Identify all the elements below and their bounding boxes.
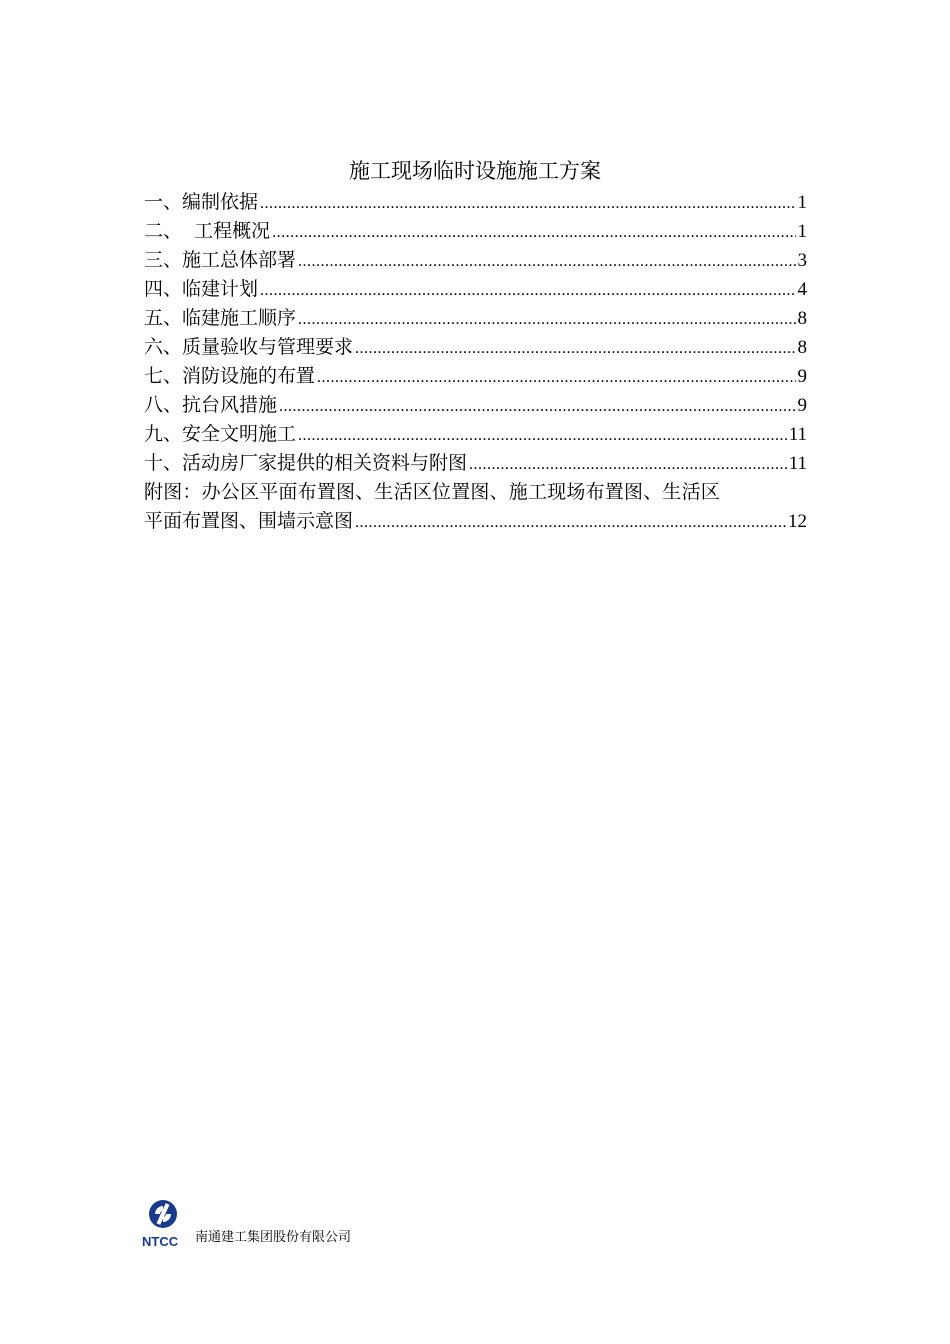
toc-dot-leader <box>260 276 795 305</box>
toc-appendix-line-1[interactable]: 附图：办公区平面布置图、生活区位置图、施工现场布置图、生活区 <box>144 481 721 503</box>
toc-entry-page: 9 <box>797 395 807 416</box>
logo-text: NTCC <box>142 1234 179 1249</box>
toc-dot-leader <box>469 450 787 479</box>
toc-entry-page: 8 <box>797 337 807 358</box>
toc-appendix-line-2: 平面布置图、围墙示意图 <box>144 510 354 532</box>
toc-entry-page: 3 <box>797 250 807 271</box>
toc-entry[interactable] <box>144 449 807 478</box>
toc-entry-label: 七、消防设施的布置 <box>144 365 316 387</box>
toc-entry-page: 4 <box>797 279 807 300</box>
document-title: 施工现场临时设施施工方案 <box>349 159 601 183</box>
page-footer <box>142 1194 351 1250</box>
toc-entry-page: 8 <box>797 308 807 329</box>
toc-dot-leader <box>279 392 795 421</box>
toc-dot-leader <box>260 189 795 218</box>
toc-entry-label: 四、临建计划 <box>144 278 259 300</box>
toc-entry[interactable] <box>144 246 807 275</box>
toc-entry[interactable] <box>144 391 807 420</box>
toc-entry-label: 九、安全文明施工 <box>144 423 297 445</box>
toc-entry-label: 八、抗台风措施 <box>144 394 278 416</box>
toc-entry-label: 十、活动房厂家提供的相关资料与附图 <box>144 452 468 474</box>
toc-entry[interactable] <box>144 362 807 391</box>
toc-entry-label: 三、施工总体部署 <box>144 249 297 271</box>
toc-dot-leader <box>298 421 787 450</box>
toc-entry-label: 六、质量验收与管理要求 <box>144 336 354 358</box>
toc-entry-label: 五、临建施工顺序 <box>144 307 297 329</box>
toc-entry[interactable] <box>144 333 807 362</box>
toc-entry[interactable] <box>144 420 807 449</box>
toc-entry-label: 二、 工程概况 <box>144 220 271 242</box>
toc-appendix-page: 12 <box>788 511 807 532</box>
table-of-contents <box>144 188 807 536</box>
toc-entry[interactable] <box>144 275 807 304</box>
company-logo <box>142 1194 194 1250</box>
toc-entry[interactable] <box>144 304 807 333</box>
toc-entry-page: 9 <box>797 366 807 387</box>
toc-dot-leader <box>298 247 795 276</box>
toc-entry-page: 1 <box>797 192 807 213</box>
toc-entry-page: 11 <box>788 453 807 474</box>
toc-entry-page: 11 <box>788 424 807 445</box>
toc-dot-leader <box>355 508 786 537</box>
toc-dot-leader <box>272 218 795 247</box>
toc-dot-leader <box>355 334 795 363</box>
toc-entry-page: 1 <box>797 221 807 242</box>
toc-dot-leader <box>317 363 795 392</box>
toc-appendix-entry[interactable] <box>144 507 807 536</box>
toc-entry[interactable] <box>144 217 807 246</box>
toc-entry[interactable] <box>144 188 807 217</box>
toc-dot-leader <box>298 305 795 334</box>
toc-entry-label: 一、编制依据 <box>144 191 259 213</box>
company-name: 南通建工集团股份有限公司 <box>195 1230 352 1245</box>
